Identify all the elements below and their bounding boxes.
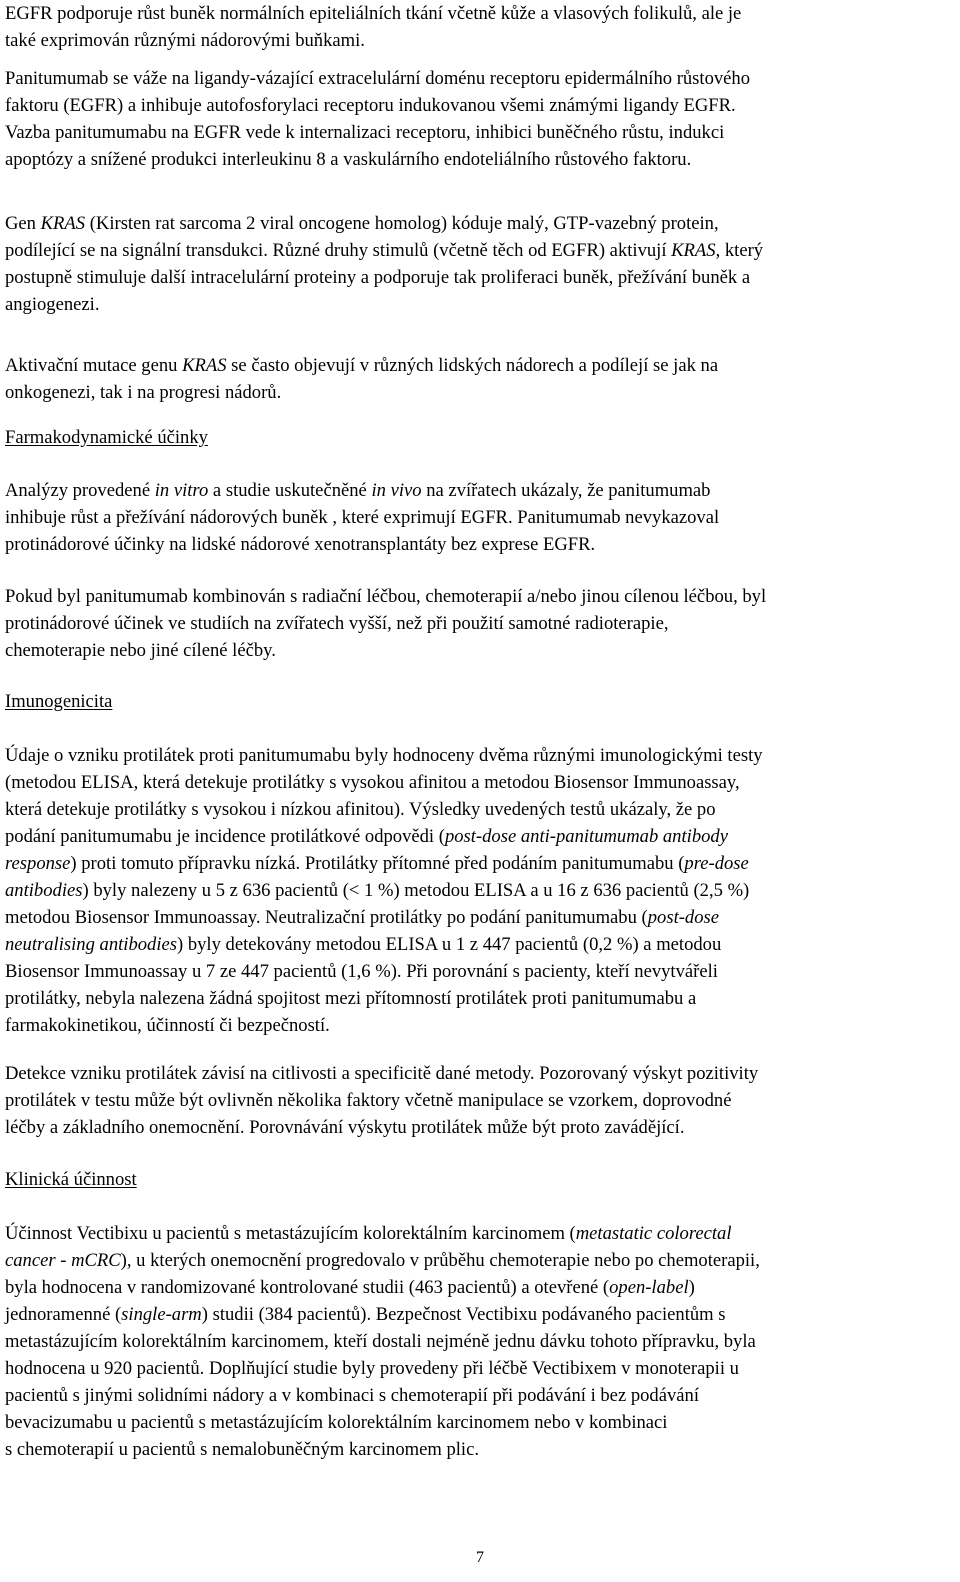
paragraph-mechanism	[5, 65, 949, 173]
text-line: protilátek v testu může být ovlivněn několika faktory včetně manipulace se vzorkem, doprovodné	[5, 1090, 732, 1111]
text-line: Panitumumab se váže na ligandy-vázající extracelulární doménu receptoru epidermálního růstového	[5, 68, 751, 89]
text-line: Gen KRAS (Kirsten rat sarcoma 2 viral oncogene homolog) kóduje malý, GTP-vazebný protein,	[5, 213, 719, 234]
text-line: protinádorové účinek ve studiích na zvířatech vyšší, než při použití samotné radioterapie,	[5, 613, 669, 634]
paragraph-kras-gene	[5, 210, 949, 318]
text-line: hodnocena u 920 pacientů. Doplňující studie byly provedeny při léčbě Vectibixem v monoterapii u	[5, 1358, 739, 1379]
text-line: Analýzy provedené in vitro a studie uskutečněné in vivo na zvířatech ukázaly, že panitumumab	[5, 480, 711, 501]
text-line: protinádorové účinky na lidské nádorové xenotransplantáty bez exprese EGFR.	[5, 534, 596, 555]
text-line: také exprimován různými nádorovými buňkami.	[5, 30, 365, 51]
kras-term: KRAS	[182, 355, 227, 376]
text-line: pacientů s jinými solidními nádory a v kombinaci s chemoterapií při podávání i bez podávání	[5, 1385, 699, 1406]
page-number: 7	[476, 1549, 484, 1566]
text-line: Pokud byl panitumumab kombinován s radiační léčbou, chemoterapií a/nebo jinou cílenou léčbou, byl	[5, 586, 767, 607]
text-line: Detekce vzniku protilátek závisí na citlivosti a specificitě dané metody. Pozorovaný výskyt pozitivity	[5, 1063, 759, 1084]
text-line: která detekuje protilátky s vysokou i nízkou afinitou). Výsledky uvedených testů ukázaly, že po	[5, 799, 716, 820]
text-line: Aktivační mutace genu KRAS se často objevují v různých lidských nádorech a podílejí se jak na	[5, 355, 719, 376]
section-heading-immunogenicity: Imunogenicita	[5, 691, 113, 712]
text-line: response) proti tomuto přípravku nízká. Protilátky přítomné před podáním panitumumabu (pre-dose	[5, 853, 749, 874]
text-line: byla hodnocena v randomizované kontrolované studii (463 pacientů) a otevřené (open-label)	[5, 1277, 695, 1298]
paragraph-in-vitro-in-vivo	[5, 477, 949, 558]
text-line: antibodies) byly nalezeny u 5 z 636 pacientů (< 1 %) metodou ELISA a u 16 z 636 pacientů (2,5 %)	[5, 880, 750, 901]
text-line: metastázujícím kolorektálním karcinomem, kteří dostali nejméně jednu dávku tohoto přípravku, byla	[5, 1331, 756, 1352]
section-heading-pharmacodynamics: Farmakodynamické účinky	[5, 427, 208, 448]
text-line: postupně stimuluje další intracelulární proteiny a podporuje tak proliferaci buněk, přežívání buněk a	[5, 267, 751, 288]
paragraph-antibody-data	[5, 742, 949, 1039]
text-line: Vazba panitumumabu na EGFR vede k internalizaci receptoru, inhibici buněčného růstu, indukci	[5, 122, 725, 143]
text-line: angiogenezi.	[5, 294, 100, 315]
text-line: léčby a základního onemocnění. Porovnávání výskytu protilátek může být proto zavádějící.	[5, 1117, 685, 1138]
text-line: podílející se na signální transdukci. Různé druhy stimulů (včetně těch od EGFR) aktivují KRAS, který	[5, 240, 764, 261]
paragraph-combination-therapy	[5, 583, 949, 664]
text-line: jednoramenné (single-arm) studii (384 pacientů). Bezpečnost Vectibixu podávaného pacientům s	[5, 1304, 726, 1325]
text-line: Účinnost Vectibixu u pacientů s metastázujícím kolorektálním karcinomem (metastatic colorectal	[5, 1223, 732, 1244]
text-line: onkogenezi, tak i na progresi nádorů.	[5, 382, 282, 403]
text-line: EGFR podporuje růst buněk normálních epiteliálních tkání včetně kůže a vlasových folikulů, ale je	[5, 3, 742, 24]
text-line: chemoterapie nebo jiné cílené léčby.	[5, 640, 276, 661]
text-line: Biosensor Immunoassay u 7 ze 447 pacientů (1,6 %). Při porovnání s pacienty, kteří nevytvářeli	[5, 961, 718, 982]
text-line: s chemoterapií u pacientů s nemalobuněčným karcinomem plic.	[5, 1439, 479, 1460]
paragraph-clinical-efficacy	[5, 1220, 949, 1463]
text-line: inhibuje růst a přežívání nádorových buněk , které exprimují EGFR. Panitumumab nevykazoval	[5, 507, 720, 528]
text-line: farmakokinetikou, účinností či bezpečností.	[5, 1015, 330, 1036]
text-line: apoptózy a snížené produkci interleukinu 8 a vaskulárního endoteliálního růstového faktoru.	[5, 149, 692, 170]
paragraph-antibody-detection	[5, 1060, 949, 1141]
text-line: cancer - mCRC), u kterých onemocnění progredovalo v průběhu chemoterapie nebo po chemoterapii,	[5, 1250, 760, 1271]
kras-term: KRAS	[40, 213, 86, 234]
text-line: podání panitumumabu je incidence protilátkové odpovědi (post-dose anti-panitumumab antibody	[5, 826, 728, 847]
paragraph-kras-mutations	[5, 352, 949, 406]
text-line: bevacizumabu u pacientů s metastázujícím kolorektálním karcinomem nebo v kombinaci	[5, 1412, 668, 1433]
section-heading-clinical-efficacy: Klinická účinnost	[5, 1169, 137, 1190]
text-line: metodou Biosensor Immunoassay. Neutralizační protilátky po podání panitumumabu (post-dose	[5, 907, 720, 928]
text-line: neutralising antibodies) byly detekovány metodou ELISA u 1 z 447 pacientů (0,2 %) a metodou	[5, 934, 722, 955]
text-line: (metodou ELISA, která detekuje protilátky s vysokou afinitou a metodou Biosensor Immunoassay,	[5, 772, 740, 793]
text-line: protilátky, nebyla nalezena žádná spojitost mezi přítomností protilátek proti panitumumabu a	[5, 988, 697, 1009]
paragraph-egfr-expression	[5, 0, 949, 54]
text-line: Údaje o vzniku protilátek proti panitumumabu byly hodnoceny dvěma různými imunologickými testy	[5, 745, 763, 766]
text-line: faktoru (EGFR) a inhibuje autofosforylaci receptoru indukovanou všemi známými ligandy EGFR.	[5, 95, 736, 116]
kras-term: KRAS	[671, 240, 716, 261]
